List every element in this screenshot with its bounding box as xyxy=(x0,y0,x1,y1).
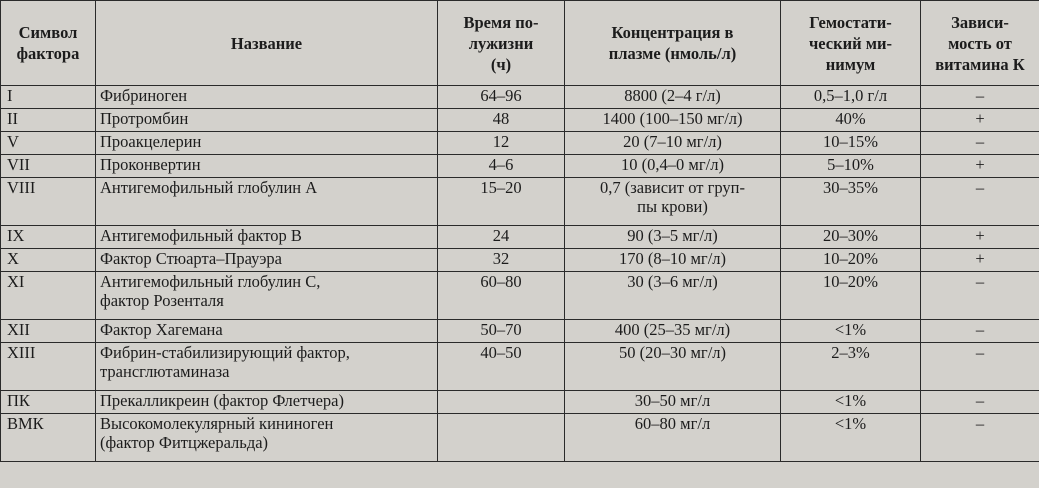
cell-vitamin-k: + xyxy=(921,109,1039,132)
cell-concentration: 20 (7–10 мг/л) xyxy=(565,132,781,155)
cell-hemostatic-minimum: <1% xyxy=(781,391,921,414)
cell-concentration: 170 (8–10 мг/л) xyxy=(565,249,781,272)
cell-name: Прекалликреин (фактор Флетчера) xyxy=(96,391,438,414)
table-row xyxy=(1,249,1039,272)
header-vitamin-k: Зависи- мость от витамина К xyxy=(921,1,1039,86)
cell-half-life: 40–50 xyxy=(438,343,565,391)
cell-symbol: XII xyxy=(1,320,96,343)
cell-concentration: 30 (3–6 мг/л) xyxy=(565,272,781,320)
cell-concentration: 400 (25–35 мг/л) xyxy=(565,320,781,343)
cell-hemostatic-minimum: 10–15% xyxy=(781,132,921,155)
table-row xyxy=(1,414,1039,462)
header-name: Название xyxy=(96,1,438,86)
cell-symbol: VIII xyxy=(1,178,96,226)
header-half-life: Время по- лужизни (ч) xyxy=(438,1,565,86)
cell-name: Высокомолекулярный кининоген (фактор Фитцжеральда) xyxy=(96,414,438,462)
cell-vitamin-k: – xyxy=(921,132,1039,155)
cell-hemostatic-minimum: 30–35% xyxy=(781,178,921,226)
cell-half-life: 24 xyxy=(438,226,565,249)
cell-vitamin-k: + xyxy=(921,226,1039,249)
cell-hemostatic-minimum: 0,5–1,0 г/л xyxy=(781,86,921,109)
cell-name: Проакцелерин xyxy=(96,132,438,155)
cell-name: Фибрин-стабилизирующий фактор, трансглютаминаза xyxy=(96,343,438,391)
cell-hemostatic-minimum: 2–3% xyxy=(781,343,921,391)
cell-symbol: V xyxy=(1,132,96,155)
table-row xyxy=(1,391,1039,414)
cell-concentration: 50 (20–30 мг/л) xyxy=(565,343,781,391)
cell-concentration: 60–80 мг/л xyxy=(565,414,781,462)
cell-name: Фибриноген xyxy=(96,86,438,109)
header-symbol: Символ фактора xyxy=(1,1,96,86)
cell-vitamin-k: – xyxy=(921,414,1039,462)
table-row xyxy=(1,272,1039,320)
cell-half-life: 64–96 xyxy=(438,86,565,109)
cell-hemostatic-minimum: 10–20% xyxy=(781,272,921,320)
cell-half-life: 32 xyxy=(438,249,565,272)
table-row xyxy=(1,343,1039,391)
table-row xyxy=(1,109,1039,132)
cell-symbol: X xyxy=(1,249,96,272)
cell-name: Антигемофильный фактор В xyxy=(96,226,438,249)
cell-name: Антигемофильный глобулин А xyxy=(96,178,438,226)
cell-name: Фактор Стюарта–Прауэра xyxy=(96,249,438,272)
cell-symbol: II xyxy=(1,109,96,132)
cell-symbol: VII xyxy=(1,155,96,178)
cell-half-life xyxy=(438,414,565,462)
cell-half-life xyxy=(438,391,565,414)
table-row xyxy=(1,178,1039,226)
cell-concentration: 8800 (2–4 г/л) xyxy=(565,86,781,109)
cell-symbol: I xyxy=(1,86,96,109)
cell-half-life: 15–20 xyxy=(438,178,565,226)
cell-hemostatic-minimum: 40% xyxy=(781,109,921,132)
table-row xyxy=(1,155,1039,178)
cell-hemostatic-minimum: <1% xyxy=(781,414,921,462)
header-row xyxy=(1,1,1039,86)
cell-half-life: 48 xyxy=(438,109,565,132)
table-row xyxy=(1,86,1039,109)
cell-vitamin-k: – xyxy=(921,343,1039,391)
table-row xyxy=(1,132,1039,155)
header-concentration: Концентрация в плазме (нмоль/л) xyxy=(565,1,781,86)
cell-name: Протромбин xyxy=(96,109,438,132)
table-row xyxy=(1,320,1039,343)
cell-concentration: 30–50 мг/л xyxy=(565,391,781,414)
cell-hemostatic-minimum: 5–10% xyxy=(781,155,921,178)
cell-hemostatic-minimum: <1% xyxy=(781,320,921,343)
cell-concentration: 90 (3–5 мг/л) xyxy=(565,226,781,249)
cell-symbol: ВМК xyxy=(1,414,96,462)
table-row xyxy=(1,226,1039,249)
cell-vitamin-k: – xyxy=(921,178,1039,226)
cell-vitamin-k: + xyxy=(921,155,1039,178)
cell-half-life: 60–80 xyxy=(438,272,565,320)
header-hemostatic-minimum: Гемостати- ческий ми- нимум xyxy=(781,1,921,86)
cell-name: Фактор Хагемана xyxy=(96,320,438,343)
cell-vitamin-k: – xyxy=(921,86,1039,109)
cell-vitamin-k: – xyxy=(921,320,1039,343)
cell-symbol: IX xyxy=(1,226,96,249)
cell-vitamin-k: + xyxy=(921,249,1039,272)
cell-half-life: 12 xyxy=(438,132,565,155)
cell-vitamin-k: – xyxy=(921,272,1039,320)
cell-concentration: 0,7 (зависит от груп- пы крови) xyxy=(565,178,781,226)
cell-name: Проконвертин xyxy=(96,155,438,178)
cell-concentration: 1400 (100–150 мг/л) xyxy=(565,109,781,132)
cell-vitamin-k: – xyxy=(921,391,1039,414)
cell-symbol: ПК xyxy=(1,391,96,414)
cell-hemostatic-minimum: 10–20% xyxy=(781,249,921,272)
cell-name: Антигемофильный глобулин С, фактор Розенталя xyxy=(96,272,438,320)
cell-symbol: XIII xyxy=(1,343,96,391)
cell-half-life: 4–6 xyxy=(438,155,565,178)
cell-hemostatic-minimum: 20–30% xyxy=(781,226,921,249)
cell-symbol: XI xyxy=(1,272,96,320)
cell-concentration: 10 (0,4–0 мг/л) xyxy=(565,155,781,178)
cell-half-life: 50–70 xyxy=(438,320,565,343)
